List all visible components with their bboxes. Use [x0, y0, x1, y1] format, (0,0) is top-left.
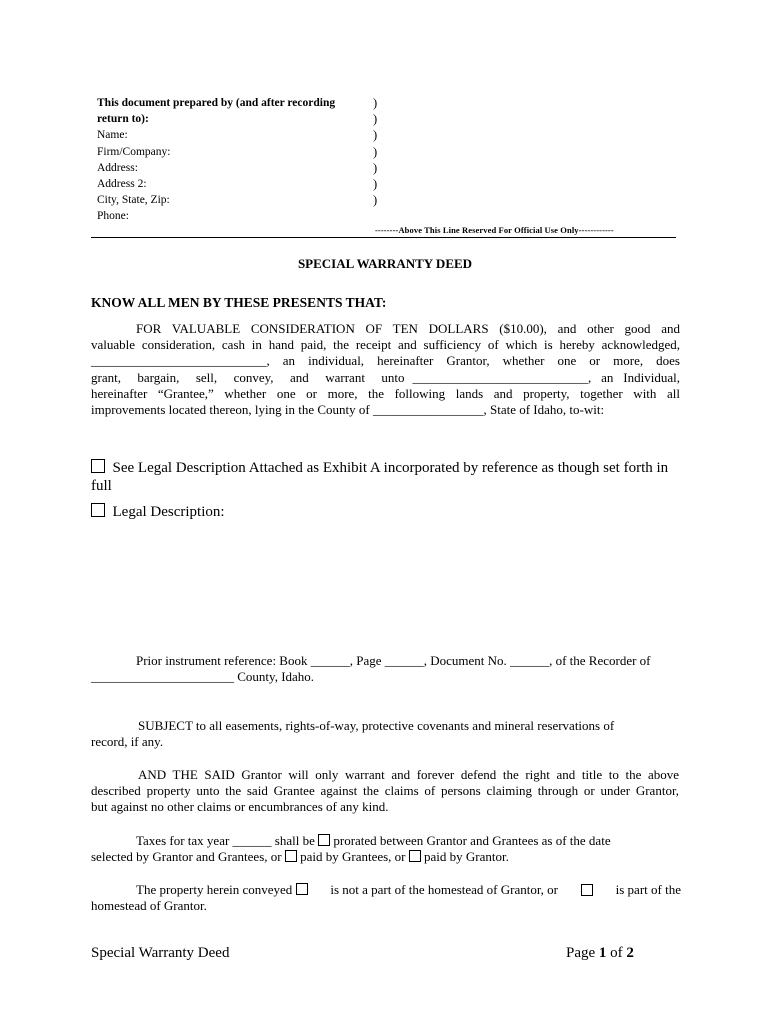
paid-by-grantor-checkbox[interactable] — [409, 850, 421, 862]
consideration-line3 — [91, 353, 680, 369]
field-city-label: City, State, Zip: — [97, 194, 170, 207]
field-firm-label: Firm/Company: — [97, 145, 171, 158]
is-homestead-text: is part of the — [615, 882, 681, 897]
legal-description-option — [91, 503, 225, 521]
prior-instrument-paragraph — [91, 653, 681, 685]
paid-grantees-text: paid by Grantees, or — [300, 849, 406, 865]
exhibit-option — [91, 459, 681, 495]
subject-paragraph — [91, 718, 681, 750]
state-text: , State of Idaho, to-wit: — [483, 402, 605, 418]
consideration-line4 — [91, 370, 680, 386]
warranty-paragraph — [91, 767, 679, 816]
paren: ) — [373, 112, 378, 127]
taxes-text: Taxes for tax year — [136, 833, 230, 848]
tax-year-blank[interactable]: ______ — [232, 833, 272, 848]
prorated-checkbox[interactable] — [318, 834, 330, 846]
county-blank[interactable]: _________________ — [372, 402, 484, 418]
header-divider — [91, 237, 676, 238]
exhibit-checkbox[interactable] — [91, 459, 105, 473]
prorated-text: prorated between Grantor and Grantees as of the date — [333, 833, 611, 848]
paren: ) — [373, 177, 378, 192]
preparer-block — [97, 95, 367, 225]
legal-description-label: Legal Description: — [112, 504, 225, 520]
footer-page-number — [566, 945, 634, 962]
paren: ) — [373, 144, 378, 159]
know-all-heading: KNOW ALL MEN BY THESE PRESENTS THAT: — [91, 295, 387, 310]
grantor-blank[interactable]: ___________________________ — [91, 353, 267, 369]
paid-by-grantees-checkbox[interactable] — [285, 850, 297, 862]
prior-doc-text: , Document No. — [423, 653, 507, 668]
consideration-line2: valuable consideration, cash in hand paid, the receipt and sufficiency of which is hereby acknowledged, — [91, 337, 680, 353]
grant-text: grant, bargain, sell, convey, and warrant unto — [91, 369, 405, 385]
warranty-line2: described property unto the said Grantee against the claims of persons claiming through or under Grantor, — [91, 783, 679, 799]
grantee-blank[interactable]: ___________________________ — [412, 369, 588, 385]
not-homestead-text: is not a part of the homestead of Grantor, or — [330, 882, 558, 897]
prior-recorder-text: , of the Recorder of — [549, 653, 651, 668]
doc-blank[interactable]: ______ — [510, 653, 550, 668]
field-address2-label: Address 2: — [97, 178, 147, 191]
warranty-line3: but against no other claims or encumbrances of any kind. — [91, 799, 389, 815]
field-address-label: Address: — [97, 161, 138, 174]
not-homestead-checkbox[interactable] — [296, 883, 308, 895]
warranty-line1: AND THE SAID Grantor will only warrant and forever defend the right and title to the above — [138, 767, 679, 782]
is-homestead-checkbox[interactable] — [581, 884, 593, 896]
consideration-line6 — [91, 402, 680, 418]
reserved-line-text: --------Above This Line Reserved For Official Use Only------------ — [375, 225, 614, 235]
paid-grantor-text: paid by Grantor. — [424, 849, 509, 865]
recorder-county-blank[interactable]: ______________________ — [91, 669, 234, 685]
grantor-text: , an individual, hereinafter Grantor, whether one or more, does — [266, 353, 680, 369]
homestead-paragraph — [91, 882, 681, 914]
page-blank[interactable]: ______ — [384, 653, 424, 668]
selected-text: selected by Grantor and Grantees, or — [91, 849, 282, 865]
taxes-paragraph — [91, 833, 681, 865]
legal-description-checkbox[interactable] — [91, 503, 105, 517]
consideration-line1: FOR VALUABLE CONSIDERATION OF TEN DOLLARS ($10.00), and other good and — [136, 321, 680, 336]
book-blank[interactable]: ______ — [310, 653, 350, 668]
page-of: of — [610, 945, 623, 961]
exhibit-text-cont: full — [91, 478, 112, 494]
consideration-paragraph — [91, 321, 680, 418]
field-phone-label: Phone: — [97, 210, 129, 223]
prior-page-text: , Page — [349, 653, 382, 668]
county-text: improvements located thereon, lying in the County of — [91, 402, 370, 418]
homestead-line2: homestead of Grantor. — [91, 898, 207, 914]
prepared-by-line2: return to): — [97, 113, 149, 126]
subject-line1: SUBJECT to all easements, rights-of-way, protective covenants and mineral reservations of — [138, 718, 615, 733]
prepared-by-line1: This document prepared by (and after recording — [97, 97, 336, 109]
paren: ) — [373, 160, 378, 175]
individual-text: , an Individual, — [588, 369, 680, 385]
homestead-text: The property herein conveyed — [136, 882, 293, 897]
page-total: 2 — [626, 945, 634, 961]
paren: ) — [373, 96, 378, 110]
page-prefix: Page — [566, 945, 596, 961]
footer-doc-title: Special Warranty Deed — [91, 945, 230, 961]
paren: ) — [373, 128, 378, 143]
subject-line2: record, if any. — [91, 734, 164, 750]
prior-book-text: Prior instrument reference: Book — [136, 653, 308, 668]
prior-county-text: County, Idaho. — [237, 669, 315, 685]
exhibit-text: See Legal Description Attached as Exhibit A incorporated by reference as though set forth in — [112, 460, 669, 476]
paren-column — [373, 95, 377, 208]
page-title: SPECIAL WARRANTY DEED — [297, 256, 473, 271]
consideration-line5: hereinafter “Grantee,” whether one or more, the following lands and property, together with all — [91, 385, 680, 401]
page-current: 1 — [598, 945, 607, 961]
field-name-label: Name: — [97, 129, 128, 142]
shall-be-text: shall be — [274, 833, 315, 848]
paren: ) — [373, 193, 378, 208]
